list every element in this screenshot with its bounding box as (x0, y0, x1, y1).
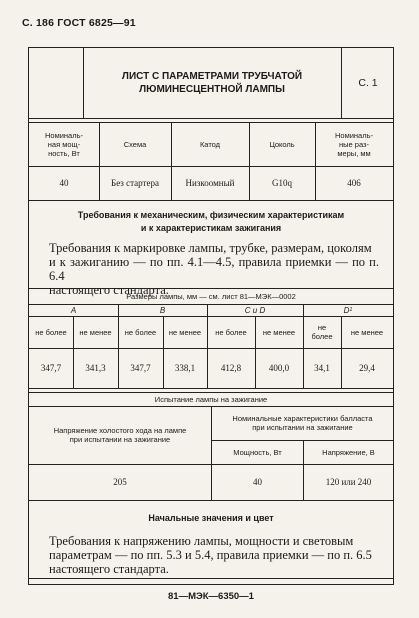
sheet-footer-code: 81—МЭК—6350—1 (168, 591, 254, 602)
dims-sub-d1-min: не менее (350, 327, 384, 337)
dims-group-b: B (159, 305, 166, 315)
dims-sub-cd-min: не менее (262, 327, 296, 337)
section-mechanical-title: Требования к механическим, физическим характеристикам и к характеристикам зажигания (77, 210, 345, 233)
ignition-open-circuit-voltage-header: Напряжение холостого хода на лампе при испытании на зажигание (53, 426, 187, 444)
table1-value-cap: G10q (272, 178, 292, 188)
dims-sub-b-min: не менее (168, 327, 202, 337)
title-left-divider (83, 48, 84, 118)
dims-value-d1-min: 29,4 (359, 363, 375, 373)
table1-header-cap: Цоколь (269, 139, 295, 149)
ignition-value-voltage: 120 или 240 (325, 477, 372, 487)
table1-header-power: Номиналь- ная мощ- ность, Вт (44, 130, 84, 158)
dims-group-d1: D 1 (343, 305, 353, 315)
dims-sub-cd-max: не более (215, 327, 247, 337)
ignition-caption: Испытание лампы на зажигание (154, 394, 268, 404)
voltage-requirements-paragraph: Требования к напряжению лампы, мощности и световым параметрам — по пп. 5.3 и 5.4, правила приемки — по п. 6.5 настоящего стандарта. (49, 534, 372, 576)
parameter-sheet-frame (28, 47, 394, 585)
dims-value-a-min: 341,3 (85, 363, 106, 373)
dims-value-d1-max: 34,1 (314, 363, 330, 373)
dims-sub-a-min: не менее (79, 327, 112, 337)
ignition-header-voltage: Напряжение, В (322, 447, 375, 457)
dims-group-cd: C и D (244, 305, 266, 315)
section-initial-values-title: Начальные значения и цвет (148, 513, 274, 523)
ignition-value-open-circuit: 205 (113, 477, 127, 487)
dims-group-a: A (70, 305, 77, 315)
table1-header-dimensions: Номиналь- ные раз- меры, мм (334, 130, 374, 158)
dims-sub-a-max: не более (35, 327, 67, 337)
ignition-ballast-header: Номинальные характеристики балласта при испытании на зажигание (232, 414, 373, 432)
dims-value-cd-max: 412,8 (220, 363, 242, 373)
sheet-number: С. 1 (358, 77, 378, 89)
table1-value-power: 40 (59, 178, 69, 188)
sheet-title (85, 56, 339, 110)
dims-sub-d1-max: не более (311, 323, 333, 341)
ignition-header-power: Мощность, Вт (233, 447, 282, 457)
table1-value-scheme: Без стартера (111, 178, 159, 188)
page-header: С. 186 ГОСТ 6825—91 (22, 17, 136, 29)
table1-value-cathode: Низкоомный (185, 178, 235, 188)
table1-header-cathode: Катод (199, 139, 221, 149)
dimensions-caption: Размеры лампы, мм — см. лист 81—МЭК—0002 (126, 291, 296, 301)
marking-requirements-paragraph: Требования к маркировке лампы, трубке, размерам, цоколям и к зажиганию — по пп. 4.1—4.5, правила приемки — по п. 6.4 настоящего стандарта. (49, 241, 379, 297)
title-bottom-line (29, 118, 393, 119)
table1-value-dimensions: 406 (347, 178, 361, 188)
dims-sub-b-max: не более (124, 327, 157, 337)
dims-value-cd-min: 400,0 (268, 363, 290, 373)
sheet-title-line-2: ЛЮМИНЕСЦЕНТНОЙ ЛАМПЫ (139, 84, 285, 95)
ignition-value-power: 40 (253, 477, 262, 487)
dims-value-b-max: 347,7 (130, 363, 151, 373)
dims-value-b-min: 338,1 (174, 363, 196, 373)
dims-value-a-max: 347,7 (40, 363, 62, 373)
sheet-title-line-1: ЛИСТ С ПАРАМЕТРАМИ ТРУБЧАТОЙ (121, 71, 303, 82)
table1-header-scheme: Схема (123, 139, 147, 149)
